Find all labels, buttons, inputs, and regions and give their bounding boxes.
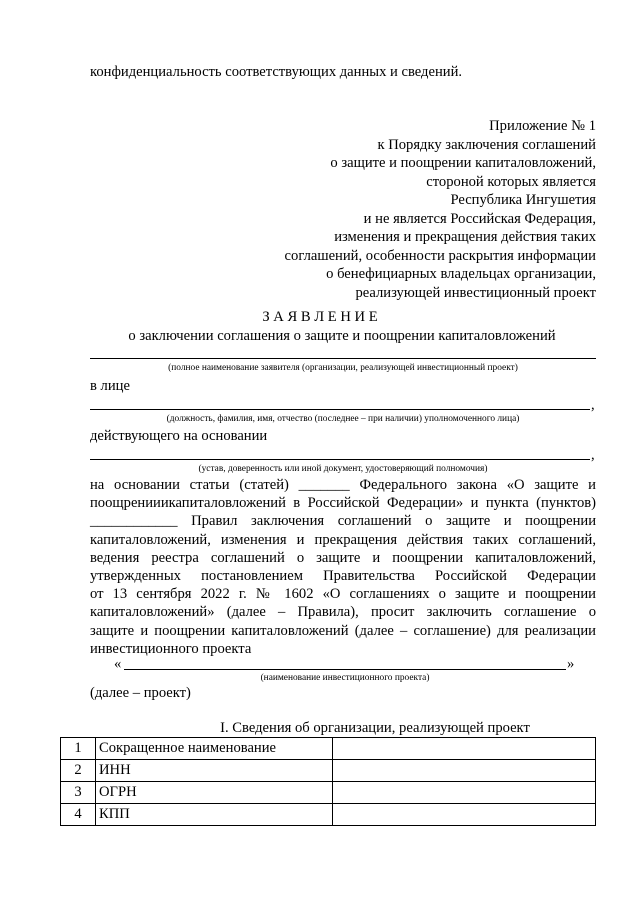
appendix-line: к Порядку заключения соглашений: [377, 136, 596, 153]
carryover-text: конфиденциальность соответствующих данных и сведений.: [90, 64, 463, 80]
project-hint: (наименование инвестиционного проекта): [260, 673, 430, 683]
table-row: [61, 760, 596, 782]
section-title: I. Сведения об организации, реализующей проект: [220, 720, 530, 736]
appendix-line: соглашений, особенности раскрытия информации: [284, 247, 596, 264]
basis-document-field[interactable]: [90, 459, 590, 460]
body-line: инвестиционного проекта: [90, 640, 252, 657]
body-line: капиталовложений» (далее – Правила), просит заключить соглашение о: [90, 604, 596, 621]
appendix-line: реализующей инвестиционный проект: [355, 284, 596, 301]
acting-basis-label: действующего на основании: [90, 428, 268, 444]
appendix-line: о бенефициарных владельцах организации,: [326, 266, 596, 282]
appendix-line: стороной которых является: [426, 173, 596, 190]
body-line: ____________ Правил заключения соглашений о защите и поощрении: [90, 513, 596, 530]
applicant-hint: (полное наименование заявителя (организации, реализующей инвестиционный проект): [168, 363, 518, 373]
body-line: защите и поощрении капиталовложений (далее – соглашение) для реализации: [90, 622, 596, 639]
in-person-label: в лице: [90, 378, 130, 394]
comma: ,: [591, 447, 595, 463]
appendix-line: Приложение № 1: [489, 118, 596, 134]
document-title: З А Я В Л Е Н И Е: [262, 309, 378, 325]
table-row: [61, 782, 596, 804]
row-number: 2: [61, 760, 96, 782]
row-number: 3: [61, 782, 96, 804]
appendix-line: и не является Российская Федерация,: [363, 210, 596, 227]
row-label: ОГРН: [96, 782, 333, 804]
document-subtitle: о заключении соглашения о защите и поощрении капиталовложений: [128, 328, 556, 344]
row-number: 4: [61, 804, 96, 826]
hereinafter-text: (далее – проект): [90, 685, 191, 701]
row-label: ИНН: [96, 760, 333, 782]
appendix-line: изменения и прекращения действия таких: [334, 229, 596, 245]
body-paragraph: [90, 476, 596, 658]
representative-field[interactable]: [90, 409, 590, 410]
table-row: [61, 804, 596, 826]
appendix-header: [196, 117, 596, 302]
row-value-cell[interactable]: [333, 804, 596, 826]
appendix-line: о защите и поощрении капиталовложений,: [330, 155, 596, 171]
body-line: капиталовложений, изменения и прекращения действия таких соглашений,: [90, 531, 596, 548]
quote-close: »: [567, 656, 575, 672]
basis-hint: (устав, доверенность или иной документ, удостоверяющий полномочия): [198, 464, 488, 474]
row-label: КПП: [96, 804, 333, 826]
comma: ,: [591, 397, 595, 413]
row-value-cell[interactable]: [333, 782, 596, 804]
project-name-field[interactable]: [124, 669, 566, 670]
quote-open: «: [114, 656, 122, 672]
organization-info-table: [60, 737, 596, 826]
body-line: утвержденных постановлением Правительства Российской Федерации: [90, 567, 596, 584]
table-row: [61, 738, 596, 760]
row-value-cell[interactable]: [333, 760, 596, 782]
body-line: от 13 сентября 2022 г. № 1602 «О соглашениях о защите и поощрении: [90, 586, 596, 603]
row-value-cell[interactable]: [333, 738, 596, 760]
appendix-line: Республика Ингушетия: [450, 192, 596, 208]
row-number: 1: [61, 738, 96, 760]
body-line: на основании статьи (статей) _______ Федерального закона «О защите и: [90, 477, 596, 493]
applicant-name-field[interactable]: [90, 358, 596, 359]
body-line: поощренииикапиталовложений в Российской Федерации» и пункта (пунктов): [90, 495, 596, 512]
body-line: ведения реестра соглашений о защите и поощрении капиталовложений,: [90, 549, 596, 566]
row-label: Сокращенное наименование: [96, 738, 333, 760]
representative-hint: (должность, фамилия, имя, отчество (последнее – при наличии) уполномоченного лица): [166, 414, 520, 424]
